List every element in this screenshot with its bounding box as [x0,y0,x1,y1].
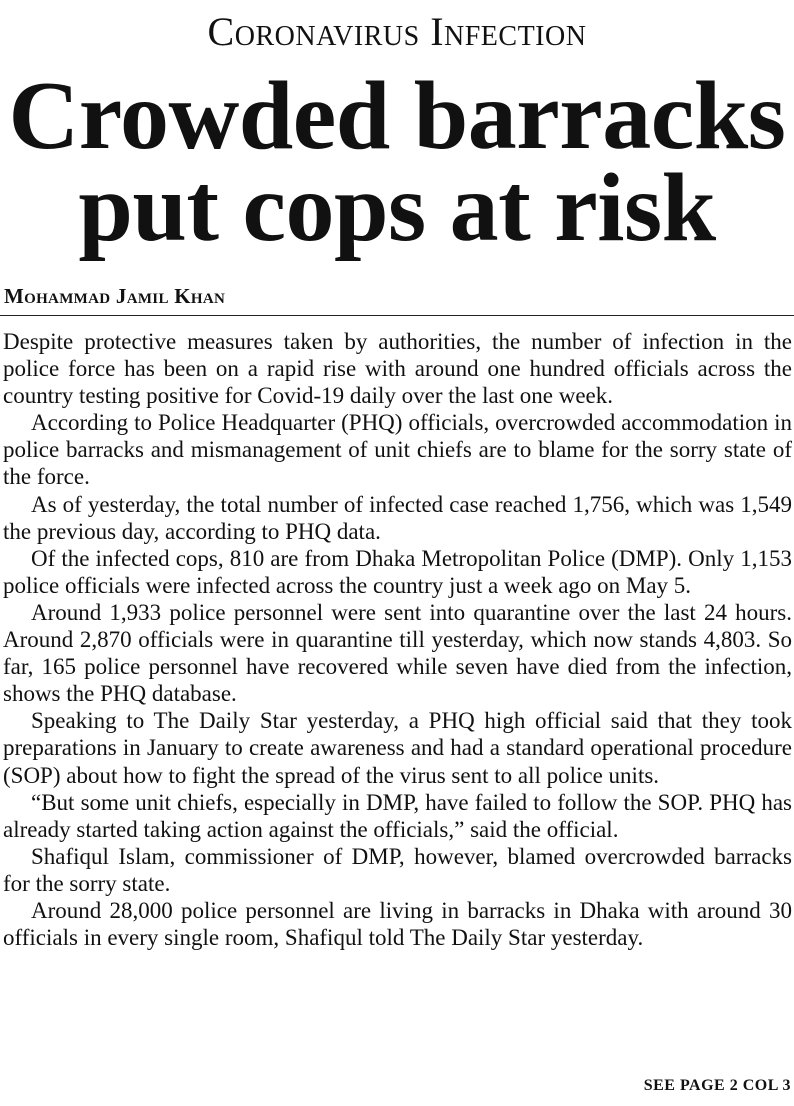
paragraph-4: Of the infected cops, 810 are from Dhaka Metropolitan Police (DMP). Only 1,153 police officials were infected across the country just a week ago on May 5. [3,545,792,598]
article-body [3,328,792,951]
paragraph-8: Shafiqul Islam, commissioner of DMP, however, blamed overcrowded barracks for the sorry state. [3,843,792,896]
paragraph-5: Around 1,933 police personnel were sent into quarantine over the last 24 hours. Around 2,870 officials were in quarantine till yesterday, which now stands 4,803. So far, 165 police personnel have recovered while seven have died from the infection, shows the PHQ database. [3,599,792,707]
kicker: Coronavirus Infection [207,9,587,54]
paragraph-7: “But some unit chiefs, especially in DMP, have failed to follow the SOP. PHQ has already started taking action against the officials,” said the official. [3,789,792,842]
continuation-jump: SEE PAGE 2 COL 3 [643,1077,791,1094]
paragraph-1: Despite protective measures taken by authorities, the number of infection in the police force has been on a rapid rise with around one hundred officials across the country testing positive for Covid-19 daily over the last one week. [3,329,792,409]
paragraph-2: According to Police Headquarter (PHQ) officials, overcrowded accommodation in police barracks and mismanagement of unit chiefs are to blame for the sorry state of the force. [3,410,792,490]
headline-line-1: Crowded barracks [8,62,786,170]
headline [0,62,794,262]
paragraph-6: Speaking to The Daily Star yesterday, a PHQ high official said that they took preparations in January to create awareness and had a standard operational procedure (SOP) about how to fight the spread of the virus sent to all police units. [3,708,792,788]
headline-line-2: put cops at risk [78,154,716,262]
byline: Mohammad Jamil Khan [4,284,226,308]
paragraph-3: As of yesterday, the total number of infected case reached 1,756, which was 1,549 the previous day, according to PHQ data. [3,491,792,544]
paragraph-9: Around 28,000 police personnel are living in barracks in Dhaka with around 30 officials in every single room, Shafiqul told The Daily Star yesterday. [3,897,792,951]
byline-divider [0,315,794,316]
